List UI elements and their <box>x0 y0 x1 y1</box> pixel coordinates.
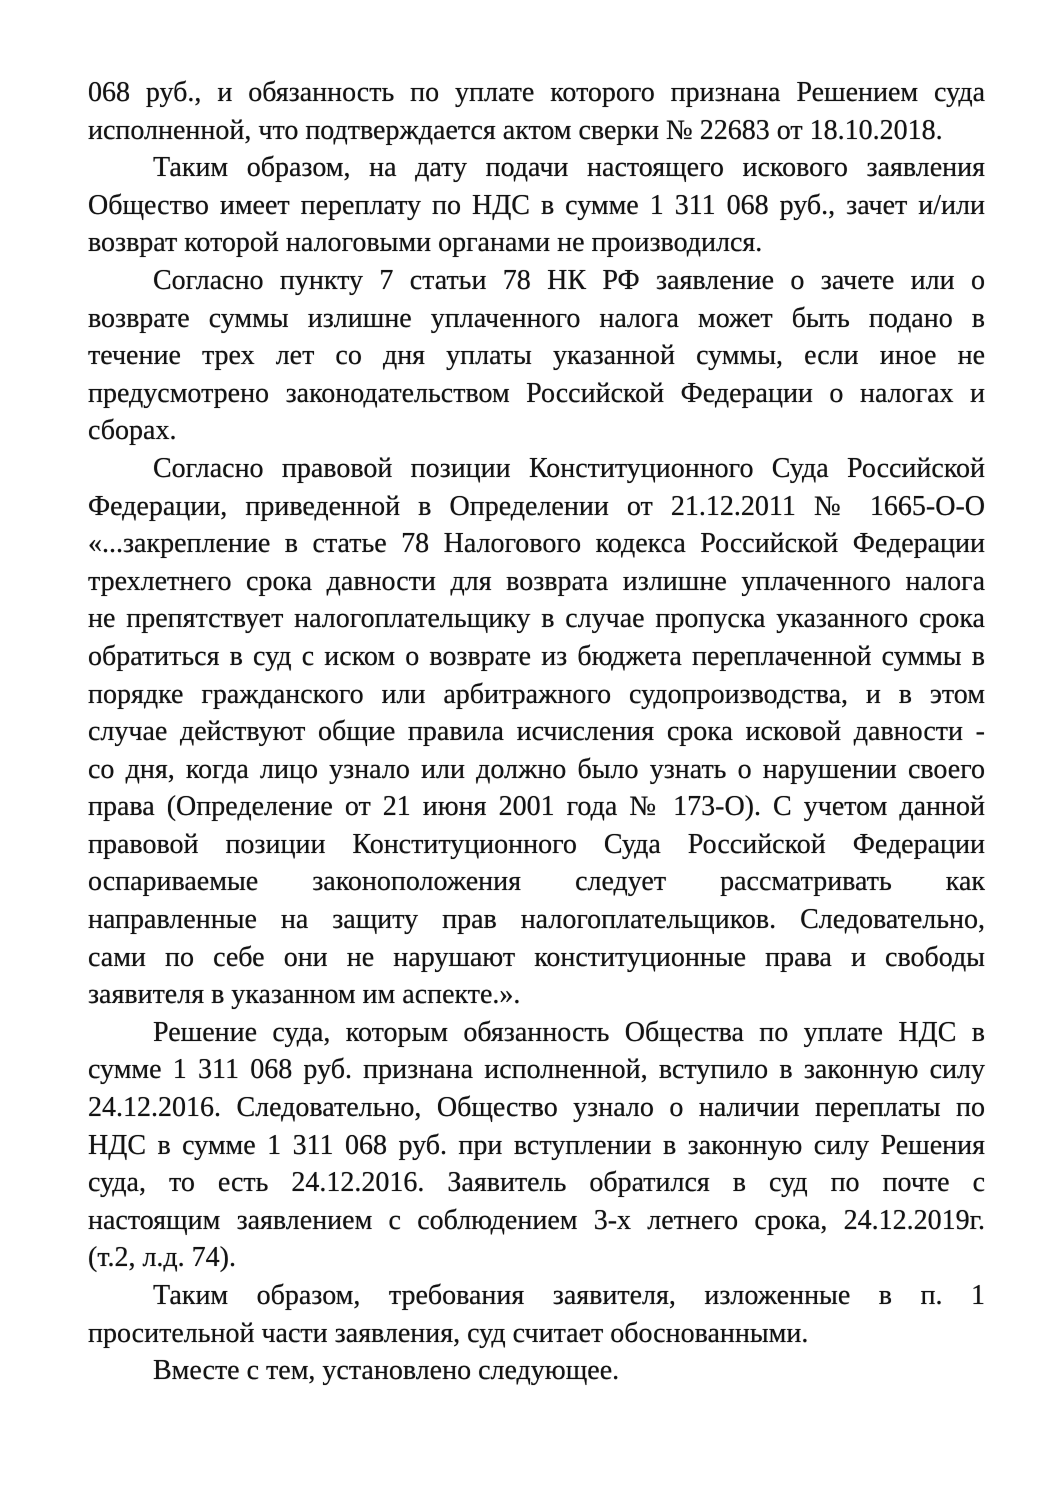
text-line: НДС в сумме 1 311 068 руб. при вступлении в законную силу Решения <box>88 1129 985 1161</box>
paragraph <box>88 74 985 149</box>
text-line: правовой позиции Конституционного Суда Российской Федерации <box>88 828 985 860</box>
paragraph <box>88 262 985 450</box>
text-line: оспариваемые законоположения следует рассматривать как <box>88 866 985 898</box>
text-line: Таким образом, требования заявителя, изложенные в п. 1 <box>153 1280 985 1311</box>
paragraph <box>88 450 985 1014</box>
text-line: со дня, когда лицо узнало или должно было узнать о нарушении своего <box>88 753 985 785</box>
text-line: заявителя в указанном им аспекте.». <box>88 979 521 1011</box>
text-line: возврат которой налоговыми органами не производился. <box>88 227 763 259</box>
text-line: Согласно правовой позиции Конституционного Суда Российской <box>153 452 985 484</box>
text-line: случае действуют общие правила исчисления срока исковой давности - <box>88 716 985 748</box>
text-line: Общество имеет переплату по НДС в сумме 1 311 068 руб., зачет и/или <box>88 189 985 221</box>
text-line: течение трех лет со дня уплаты указанной суммы, если иное не <box>88 340 985 372</box>
text-line: настоящим заявлением с соблюдением 3-х летнего срока, 24.12.2019г. <box>88 1204 985 1236</box>
text-line: не препятствует налогоплательщику в случае пропуска указанного срока <box>88 603 985 635</box>
paragraph <box>88 149 985 262</box>
text-line: «...закрепление в статье 78 Налогового кодекса Российской Федерации <box>88 528 985 560</box>
text-line: 24.12.2016. Следовательно, Общество узнало о наличии переплаты по <box>88 1092 985 1124</box>
text-line: просительной части заявления, суд считает обоснованными. <box>88 1317 809 1349</box>
text-line: обратиться в суд с иском о возврате из бюджета переплаченной суммы в <box>88 640 985 672</box>
text-line: Согласно пункту 7 статьи 78 НК РФ заявление о зачете или о <box>153 264 985 296</box>
document-text <box>88 74 985 1390</box>
text-line: направленные на защиту прав налогоплательщиков. Следовательно, <box>88 904 985 936</box>
text-line: Вместе с тем, установлено следующее. <box>153 1355 620 1387</box>
paragraph <box>88 1352 985 1390</box>
text-line: исполненной, что подтверждается актом сверки № 22683 от 18.10.2018. <box>88 114 943 146</box>
text-line: права (Определение от 21 июня 2001 года № 173-О). С учетом данной <box>88 791 985 823</box>
text-line: сами по себе они не нарушают конституционные права и свободы <box>88 941 985 973</box>
text-line: порядке гражданского или арбитражного судопроизводства, и в этом <box>88 678 985 710</box>
text-line: Таким образом, на дату подачи настоящего искового заявления <box>153 152 985 184</box>
paragraph <box>88 1277 985 1352</box>
text-line: возврате суммы излишне уплаченного налога может быть подано в <box>88 302 985 334</box>
text-line: Федерации, приведенной в Определении от 21.12.2011 № 1665-О-О <box>88 490 985 522</box>
text-line: предусмотрено законодательством Российской Федерации о налогах и <box>88 377 985 409</box>
text-line: сборах. <box>88 415 177 447</box>
text-line: трехлетнего срока давности для возврата излишне уплаченного налога <box>88 565 985 597</box>
paragraph <box>88 1014 985 1277</box>
text-line: 068 руб., и обязанность по уплате которого признана Решением суда <box>88 77 985 108</box>
text-line: сумме 1 311 068 руб. признана исполненной, вступило в законную силу <box>88 1054 985 1086</box>
text-line: (т.2, л.д. 74). <box>88 1242 236 1274</box>
text-line: Решение суда, которым обязанность Общества по уплате НДС в <box>153 1016 985 1048</box>
text-line: суда, то есть 24.12.2016. Заявитель обратился в суд по почте с <box>88 1167 985 1199</box>
